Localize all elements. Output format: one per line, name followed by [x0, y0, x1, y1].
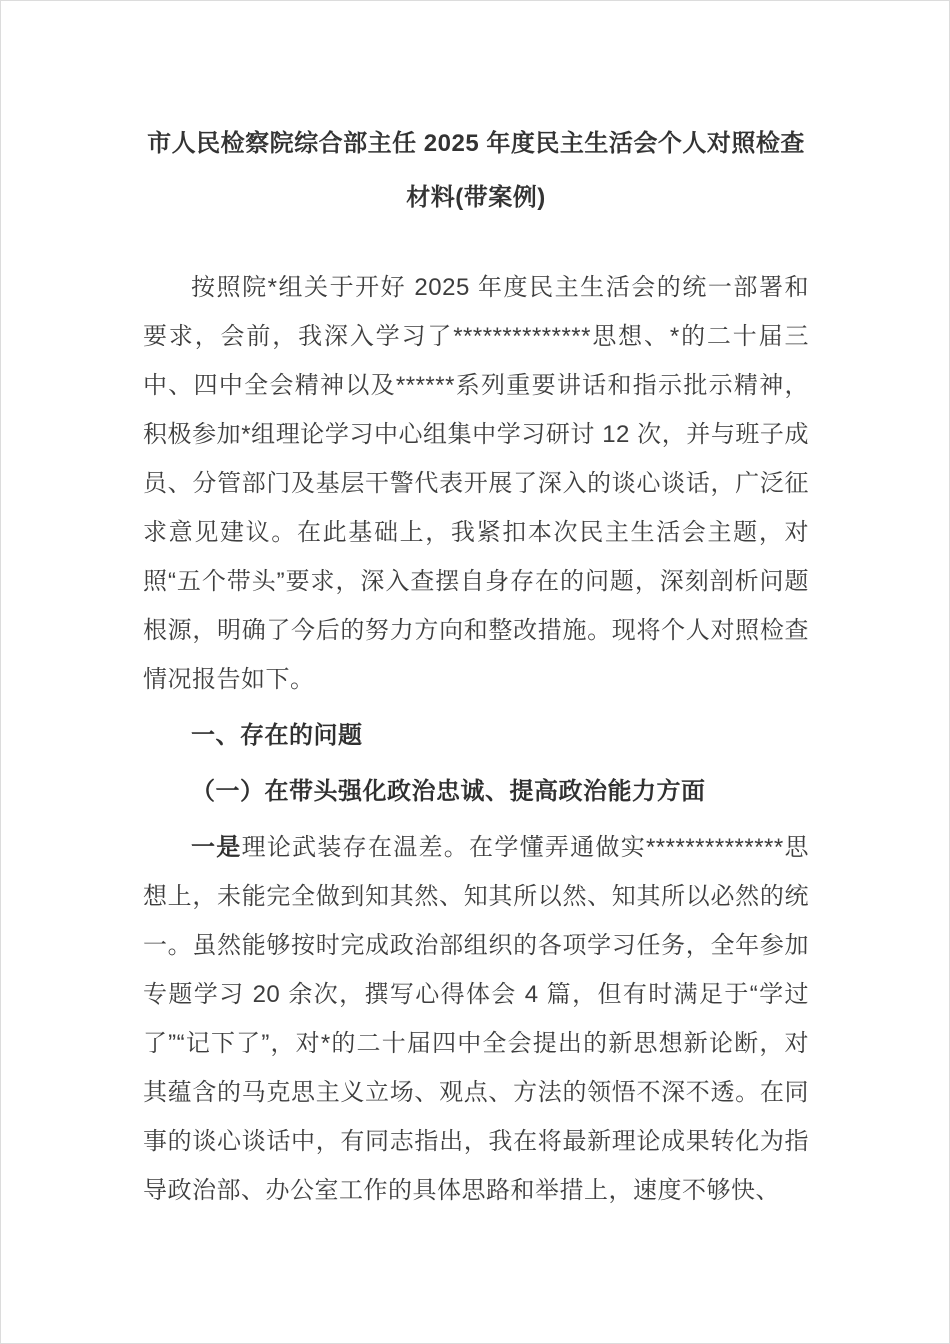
subsection-heading-political-loyalty: （一）在带头强化政治忠诚、提高政治能力方面	[191, 778, 706, 805]
item1-lead: 一是	[191, 834, 242, 861]
intro-paragraph: 按照院*组关于开好 2025 年度民主生活会的统一部署和要求，会前，我深入学习了**************思想、*的二十届三中、四中全会精神以及******系列重要讲话和指示批示精神，积极参加*组理论学习中心组集中学习研讨 12 次，并与班子成员、分管部门及基层干警代表开展了深入的谈心谈话，广泛征求意见建议。在此基础上，我紧扣本次民主生活会主题，对照“五个带头”要求，深入查摆自身存在的问题，深刻剖析问题根源，明确了今后的努力方向和整改措施。现将个人对照检查情况报告如下。	[143, 274, 809, 693]
item1-paragraph	[143, 823, 809, 1215]
section-heading-problems: 一、存在的问题	[191, 722, 363, 749]
document-title: 市人民检察院综合部主任 2025 年度民主生活会个人对照检查材料(带案例)	[147, 130, 805, 211]
item1-text: 理论武装存在温差。在学懂弄通做实**************思想上，未能完全做到知其然、知其所以然、知其所以必然的统一。虽然能够按时完成政治部组织的各项学习任务，全年参加专题学习 20 余次，撰写心得体会 4 篇，但有时满足于“学过了”“记下了”，对*的二十届四中全会提出的新思想新论断，对其蕴含的马克思主义立场、观点、方法的领悟不深不透。在同事的谈心谈话中，有同志指出，我在将最新理论成果转化为指导政治部、办公室工作的具体思路和举措上，速度不够快、	[143, 834, 810, 1204]
